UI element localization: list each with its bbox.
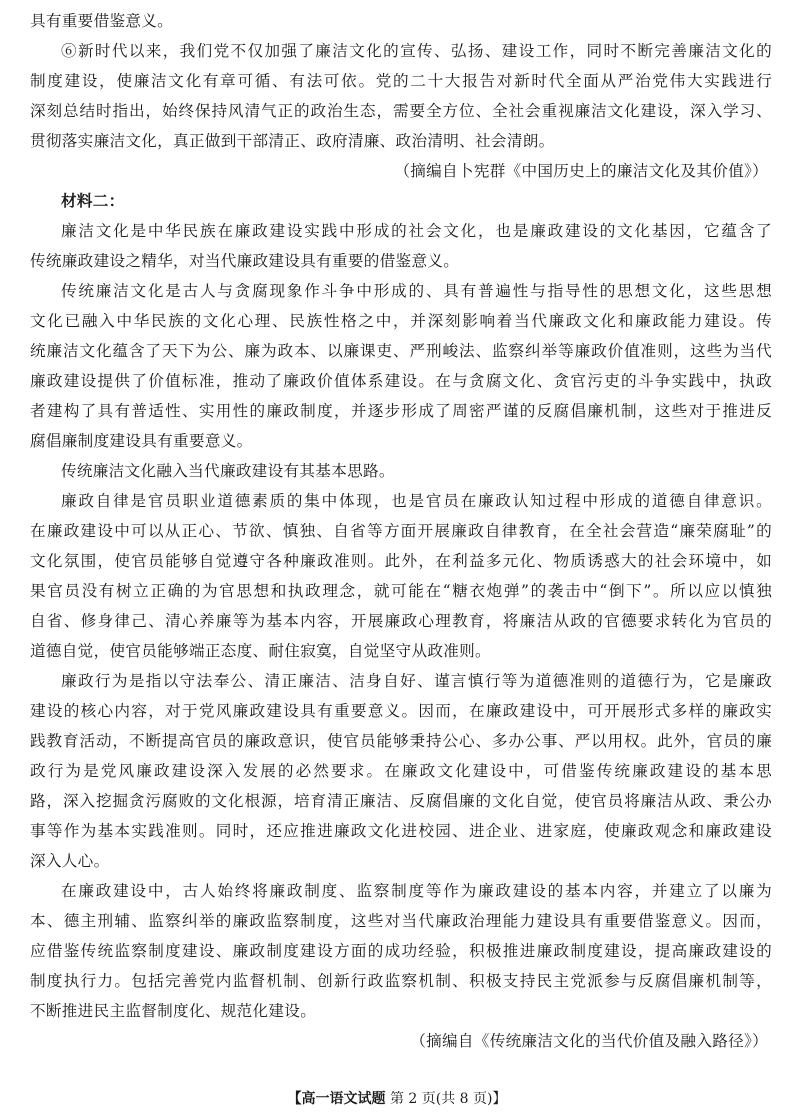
section-heading: 材料二： <box>61 191 125 210</box>
text-line: 本、德主刑辅、监察纠举的廉政监察制度，这些对当代廉政治理能力建设具有重要借鉴意义。因而， <box>30 912 772 930</box>
source-citation: （摘编自《传统廉洁文化的当代价值及融入路径》） <box>410 1032 768 1050</box>
text-line: 应借鉴传统监察制度建设、廉政制度建设方面的成功经验，积极推进廉政制度建设，提高廉政建设的 <box>30 942 772 960</box>
text-line: 制度执行力。包括完善党内监督机制、创新行政监察机制、积极支持民主党派参与反腐倡廉机制等， <box>30 972 772 990</box>
footer-title: 【高一语文试题 <box>287 1091 386 1107</box>
text-line: 具有重要借鉴意义。 <box>30 12 174 30</box>
text-line: 者建构了具有普适性、实用性的廉政制度，并逐步形成了周密严谨的反腐倡廉机制，这些对于推进反 <box>30 402 772 420</box>
text-line: 贯彻落实廉洁文化，真正做到干部清正、政府清廉、政治清明、社会清朗。 <box>30 132 555 150</box>
document-page <box>30 6 772 1056</box>
text-line: 廉政自律是官员职业道德素质的集中体现，也是官员在廉政认知过程中形成的道德自律意识。 <box>61 492 772 510</box>
text-line: 廉洁文化是中华民族在廉政建设实践中形成的社会文化，也是廉政建设的文化基因，它蕴含了 <box>61 222 772 240</box>
text-line: 文化氛围，使官员能够自觉遵守各种廉政准则。此外，在利益多元化、物质诱惑大的社会环境中，如 <box>30 552 772 570</box>
text-line: 建设的核心内容，对于党风廉政建设具有重要意义。因而，在廉政建设中，可开展形式多样的廉政实 <box>30 702 772 720</box>
text-line: 廉政建设提供了价值标准，推动了廉政价值体系建设。在与贪腐文化、贪官污吏的斗争实践中，执政 <box>30 372 772 390</box>
text-line: 腐倡廉制度建设具有重要意义。 <box>30 432 253 450</box>
text-line: 廉政行为是指以守法奉公、清正廉洁、洁身自好、谨言慎行等为道德准则的道德行为，它是廉政 <box>61 672 772 690</box>
text-line: ⑥新时代以来，我们党不仅加强了廉洁文化的宣传、弘扬、建设工作，同时不断完善廉洁文化的 <box>61 42 772 60</box>
text-line: 路，深入挖掘贪污腐败的文化根源，培育清正廉洁、反腐倡廉的文化自觉，使官员将廉洁从政、秉公办 <box>30 792 772 810</box>
text-line: 统廉洁文化蕴含了天下为公、廉为政本、以廉课吏、严刑峻法、监察纠举等廉政价值准则，这些为当代 <box>30 342 772 360</box>
source-citation: （摘编自卜宪群《中国历史上的廉洁文化及其价值》） <box>394 162 768 180</box>
text-line: 传统廉政建设之精华，对当代廉政建设具有重要的借鉴意义。 <box>30 252 460 270</box>
text-line: 不断推进民主监督制度化、规范化建设。 <box>30 1002 317 1020</box>
text-line: 事等作为基本实践准则。同时，还应推进廉政文化进校园、进企业、进家庭，使廉政观念和廉政建设 <box>30 822 772 840</box>
text-line: 果官员没有树立正确的为官思想和执政理念，就可能在“糖衣炮弹”的袭击中“倒下”。所以应以慎独 <box>30 582 772 600</box>
text-line: 制度建设，使廉洁文化有章可循、有法可依。党的二十大报告对新时代全面从严治党伟大实践进行 <box>30 72 772 90</box>
text-line: 深入人心。 <box>30 852 110 870</box>
text-line: 深刻总结时指出，始终保持风清气正的政治生态，需要全方位、全社会重视廉洁文化建设，深入学习、 <box>30 102 772 120</box>
text-line: 道德自觉，使官员能够端正态度、耐住寂寞，自觉坚守从政准则。 <box>30 642 491 660</box>
text-line: 传统廉洁文化融入当代廉政建设有其基本思路。 <box>61 462 395 480</box>
text-line: 文化已融入中华民族的文化心理、民族性格之中，并深刻影响着当代廉政文化和廉政能力建设。传 <box>30 312 772 330</box>
page-footer <box>0 1089 794 1109</box>
text-line: 在廉政建设中，古人始终将廉政制度、监察制度等作为廉政建设的基本内容，并建立了以廉为 <box>61 882 772 900</box>
text-line: 在廉政建设中可以从正心、节欲、慎独、自省等方面开展廉政自律教育，在全社会营造“廉荣腐耻”的 <box>30 522 772 540</box>
text-line: 传统廉洁文化是古人与贪腐现象作斗争中形成的、具有普遍性与指导性的思想文化，这些思想 <box>61 282 772 300</box>
text-line: 践教育活动，不断提高官员的廉政意识，使官员能够秉持公心、多办公事、严以用权。此外，官员的廉 <box>30 732 772 750</box>
text-line: 政行为是党风廉政建设深入发展的必然要求。在廉政文化建设中，可借鉴传统廉政建设的基本思 <box>30 762 772 780</box>
footer-page-number: 第 2 页(共 8 页)】 <box>389 1091 507 1107</box>
text-line: 自省、修身律己、清心养廉等为基本内容，开展廉政心理教育，将廉洁从政的官德要求转化为官员的 <box>30 612 772 630</box>
